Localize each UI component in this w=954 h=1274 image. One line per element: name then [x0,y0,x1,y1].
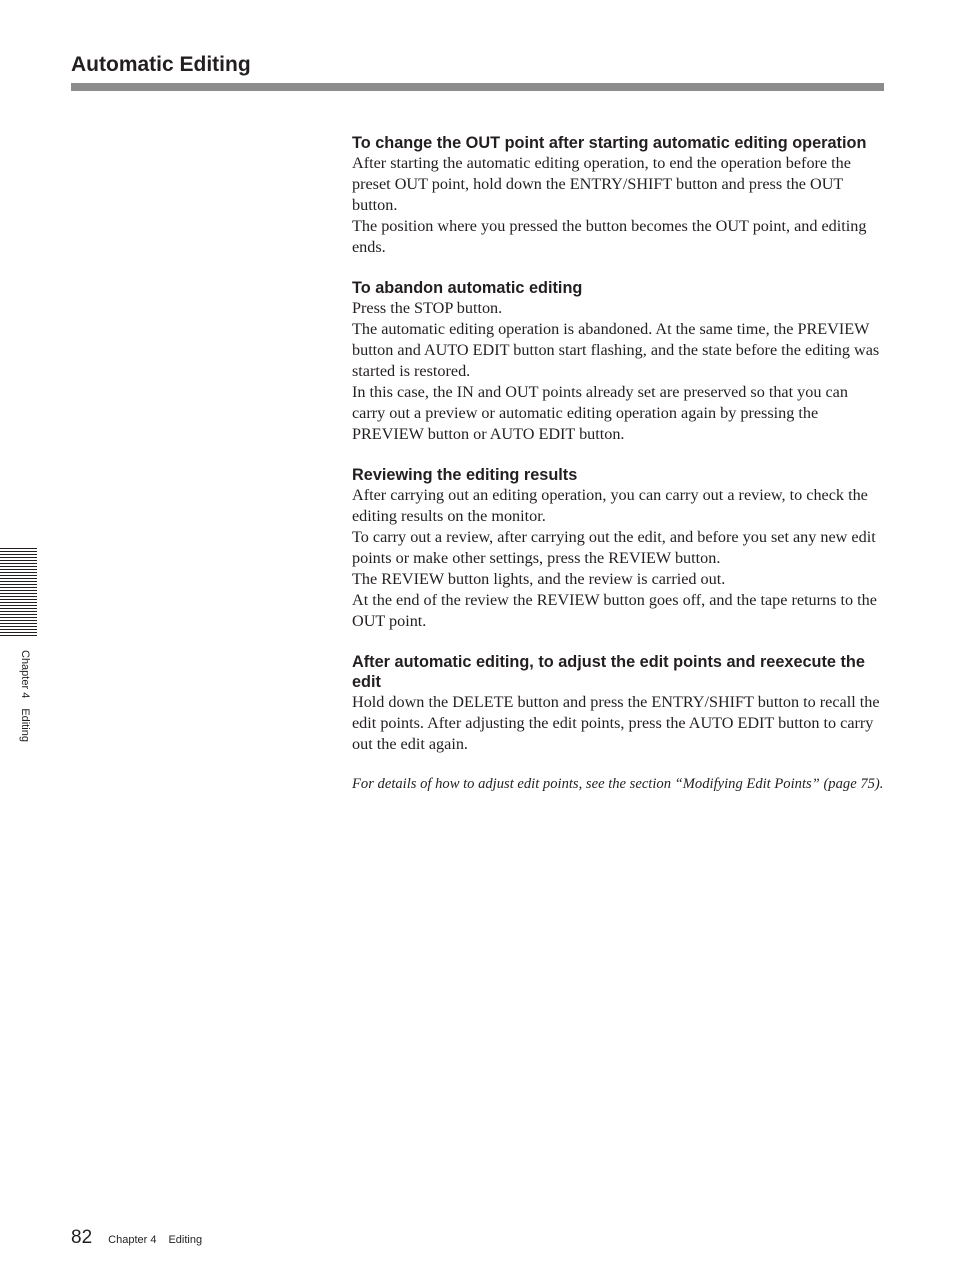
side-chapter-number: Chapter 4 [19,650,31,699]
side-chapter-title: Editing [19,708,31,742]
paragraph: After starting the automatic editing operation, to end the operation before the preset OUT point, hold down the ENTRY/SHIFT button and press the OUT button. [352,154,851,214]
page-number: 82 [71,1227,93,1248]
section-reviewing-results [352,465,884,632]
paragraph: After carrying out an editing operation, you can carry out a review, to check the editing results on the monitor. [352,486,868,525]
reference-note: For details of how to adjust edit points, see the section “Modifying Edit Points” (page 75). [352,776,884,792]
paragraph: The REVIEW button lights, and the review is carried out. [352,570,726,588]
paragraph: To carry out a review, after carrying out the edit, and before you set any new edit points or make other settings, press the REVIEW button. [352,528,876,567]
section-adjust-edit-points [352,652,884,755]
section-abandon-editing [352,278,884,445]
paragraph: The position where you pressed the button becomes the OUT point, and editing ends. [352,217,867,256]
section-heading: To change the OUT point after starting automatic editing operation [352,134,867,152]
title-rule [71,83,884,91]
paragraph: At the end of the review the REVIEW button goes off, and the tape returns to the OUT point. [352,591,877,630]
chapter-tab-marker [0,548,37,638]
main-content [352,133,884,794]
paragraph: The automatic editing operation is abandoned. At the same time, the PREVIEW button and AUTO EDIT button start flashing, and the state before the editing was started is restored. [352,320,880,380]
section-heading: After automatic editing, to adjust the edit points and reexecute the edit [352,653,865,691]
side-chapter-label [19,650,31,742]
section-heading: To abandon automatic editing [352,279,583,297]
paragraph: In this case, the IN and OUT points already set are preserved so that you can carry out a preview or automatic editing operation again by pressing the PREVIEW button or AUTO EDIT button. [352,383,848,443]
page-footer [71,1226,202,1250]
paragraph: Hold down the DELETE button and press the ENTRY/SHIFT button to recall the edit points. After adjusting the edit points, press the AUTO EDIT button to carry out the edit again. [352,693,880,753]
footer-title: Editing [168,1234,203,1246]
section-heading: Reviewing the editing results [352,466,578,484]
footer-chapter: Chapter 4 [108,1234,157,1246]
section-change-out-point [352,133,884,258]
paragraph: Press the STOP button. [352,299,503,317]
page-title: Automatic Editing [71,53,251,76]
